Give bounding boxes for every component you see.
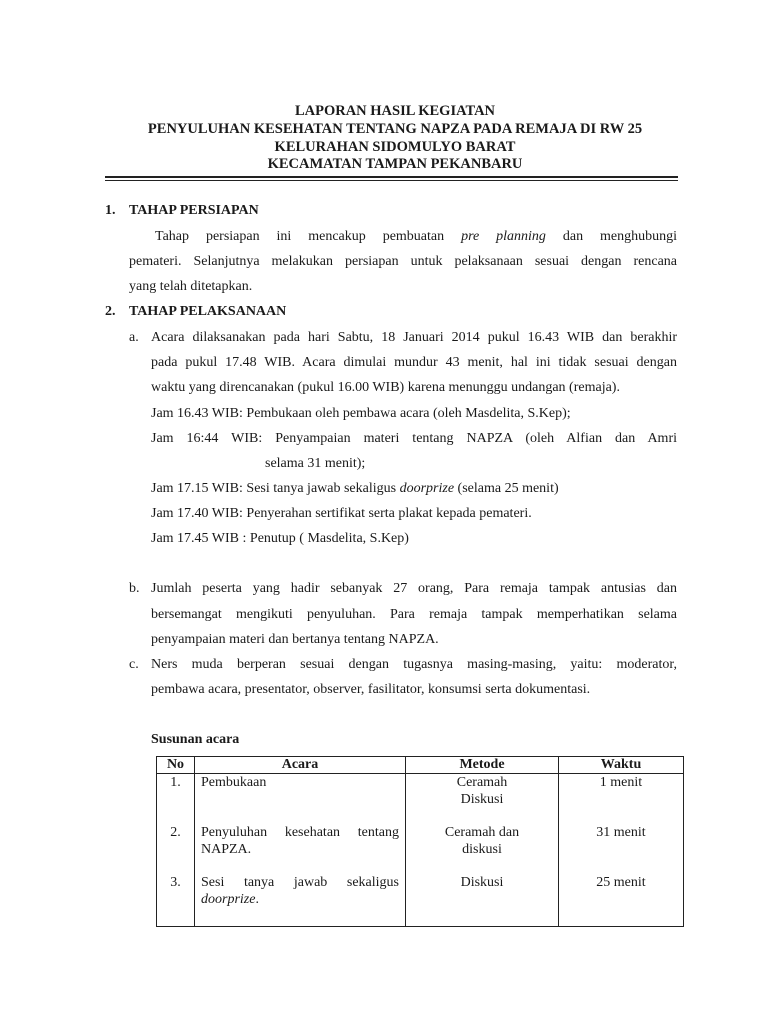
cell-waktu: 1 menit (559, 774, 684, 825)
table-row (157, 824, 684, 874)
agenda-table (156, 756, 684, 927)
item-a-line1: Acara dilaksanakan pada hari Sabtu, 18 Januari 2014 pukul 16.43 WIB dan berakhir (151, 330, 677, 345)
item-c-line2: pembawa acara, presentator, observer, fasilitator, konsumsi serta dokumentasi. (151, 682, 591, 697)
agenda-header-row (157, 757, 684, 774)
cell-waktu: 25 menit (559, 874, 684, 927)
item-b-line2: bersemangat mengikuti penyuluhan. Para remaja tampak memperhatikan selama (151, 607, 677, 622)
report-location-kelurahan: KELURAHAN SIDOMULYO BARAT (274, 139, 516, 155)
metode-line2: Diskusi (460, 792, 504, 807)
item-a-marker: a. (129, 330, 139, 345)
schedule-item-5: Jam 17.45 WIB : Penutup ( Masdelita, S.Kep) (151, 531, 409, 546)
item-a-line2: pada pukul 17.48 WIB. Acara dimulai mundur 43 menit, hal ini tidak sesuai dengan (151, 355, 677, 370)
cell-waktu: 31 menit (559, 824, 684, 874)
table-row (157, 774, 684, 825)
metode-line2: diskusi (462, 842, 502, 857)
header-rule-thin (105, 180, 678, 181)
cell-no: 1. (157, 774, 195, 825)
item-b-line3: penyampaian materi dan bertanya tentang NAPZA. (151, 632, 439, 647)
cell-acara: Sesi tanya jawab sekaligus doorprize. (195, 874, 406, 927)
cell-metode (406, 874, 559, 927)
report-subtitle: PENYULUHAN KESEHATAN TENTANG NAPZA PADA REMAJA DI RW 25 (147, 121, 643, 137)
section2-number: 2. (105, 304, 116, 319)
cell-no: 3. (157, 874, 195, 927)
metode-line1: Diskusi (460, 875, 504, 890)
report-title: LAPORAN HASIL KEGIATAN (294, 103, 496, 119)
cell-acara: Penyuluhan kesehatan tentang NAPZA. (195, 824, 406, 874)
section1-title: TAHAP PERSIAPAN (129, 203, 259, 218)
schedule-item-1: Jam 16.43 WIB: Pembukaan oleh pembawa acara (oleh Masdelita, S.Kep); (151, 406, 571, 421)
col-header-metode: Metode (406, 757, 559, 774)
cell-no: 2. (157, 824, 195, 874)
cell-acara: Pembukaan (195, 774, 406, 825)
item-a-line3: waktu yang direncanakan (pukul 16.00 WIB) karena menunggu undangan (remaja). (151, 380, 620, 395)
schedule-item-3: Jam 17.15 WIB: Sesi tanya jawab sekaligus doorprize (selama 25 menit) (151, 481, 559, 496)
col-header-acara: Acara (195, 757, 406, 774)
item-b-marker: b. (129, 581, 140, 596)
section1-paragraph-line1: Tahap persiapan ini mencakup pembuatan pre planning dan menghubungi (155, 229, 678, 244)
schedule-item-2: Jam 16:44 WIB: Penyampaian materi tentang NAPZA (oleh Alfian dan Amri (151, 431, 677, 446)
metode-line1: Ceramah (456, 775, 508, 790)
cell-metode (406, 824, 559, 874)
section1-paragraph-line2: pemateri. Selanjutnya melakukan persiapan untuk pelaksanaan sesuai dengan rencana (129, 254, 677, 269)
table-row (157, 874, 684, 927)
header-rule-thick (105, 176, 678, 178)
section1-paragraph-line3: yang telah ditetapkan. (129, 279, 253, 294)
schedule-item-4: Jam 17.40 WIB: Penyerahan sertifikat serta plakat kepada pemateri. (151, 506, 532, 521)
agenda-title: Susunan acara (151, 732, 240, 747)
metode-line1: Ceramah dan (444, 825, 520, 840)
item-c-line1: Ners muda berperan sesuai dengan tugasnya masing-masing, yaitu: moderator, (151, 657, 677, 672)
col-header-waktu: Waktu (559, 757, 684, 774)
col-header-no: No (157, 757, 195, 774)
report-location-kecamatan: KECAMATAN TAMPAN PEKANBARU (267, 156, 523, 172)
item-b-line1: Jumlah peserta yang hadir sebanyak 27 orang, Para remaja tampak antusias dan (151, 581, 677, 596)
section2-title: TAHAP PELAKSANAAN (129, 304, 287, 319)
section1-number: 1. (105, 203, 116, 218)
schedule-item-2-cont: selama 31 menit); (265, 456, 366, 471)
cell-metode (406, 774, 559, 825)
item-c-marker: c. (129, 657, 139, 672)
